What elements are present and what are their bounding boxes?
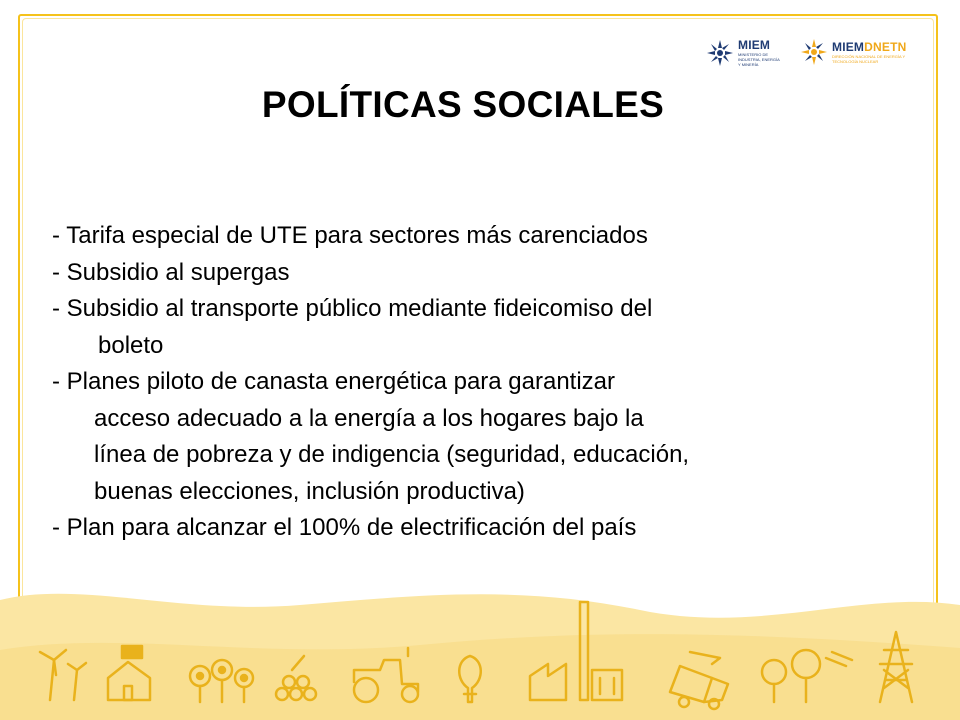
bullet-line: - Subsidio al transporte público mediante fideicomiso del xyxy=(52,295,653,322)
bullet-item xyxy=(52,255,912,292)
bullet-item xyxy=(52,364,912,510)
dnetn-logo xyxy=(800,38,916,66)
bullet-item xyxy=(52,510,912,547)
dnetn-logo-prefix: MIEM xyxy=(832,40,865,54)
dnetn-star-icon xyxy=(800,38,828,66)
miem-star-icon xyxy=(706,39,734,67)
decorative-illustration-band xyxy=(0,560,960,720)
dnetn-logo-name xyxy=(832,40,916,54)
slide-title: POLÍTICAS SOCIALES xyxy=(261,84,665,125)
miem-logo-subtitle: MINISTERIO DE INDUSTRIA, ENERGÍA Y MINERÍA xyxy=(738,52,780,67)
miem-logo-name: MIEM xyxy=(738,38,771,52)
bullet-line-continued: boleto xyxy=(98,331,164,359)
bullet-list xyxy=(52,218,912,547)
miem-logo xyxy=(706,38,782,67)
bullet-line: - Plan para alcanzar el 100% de electrificación del país xyxy=(52,514,637,541)
bullet-line: - Tarifa especial de UTE para sectores más carenciados xyxy=(52,222,648,249)
dnetn-logo-subtitle: DIRECCIÓN NACIONAL DE ENERGÍA Y TECNOLOGÍA NUCLEAR xyxy=(832,54,906,64)
bullet-item xyxy=(52,218,912,255)
bullet-line-continued: buenas elecciones, inclusión productiva) xyxy=(94,477,525,505)
bullet-item xyxy=(52,291,912,364)
bullet-line: - Subsidio al supergas xyxy=(52,258,290,286)
bullet-line-continued: acceso adecuado a la energía a los hogares bajo la xyxy=(94,404,644,432)
bullet-line-continued: línea de pobreza y de indigencia (seguridad, educación, xyxy=(94,441,690,468)
dnetn-logo-suffix: DNETN xyxy=(864,40,907,54)
bullet-line: - Planes piloto de canasta energética para garantizar xyxy=(52,368,616,395)
